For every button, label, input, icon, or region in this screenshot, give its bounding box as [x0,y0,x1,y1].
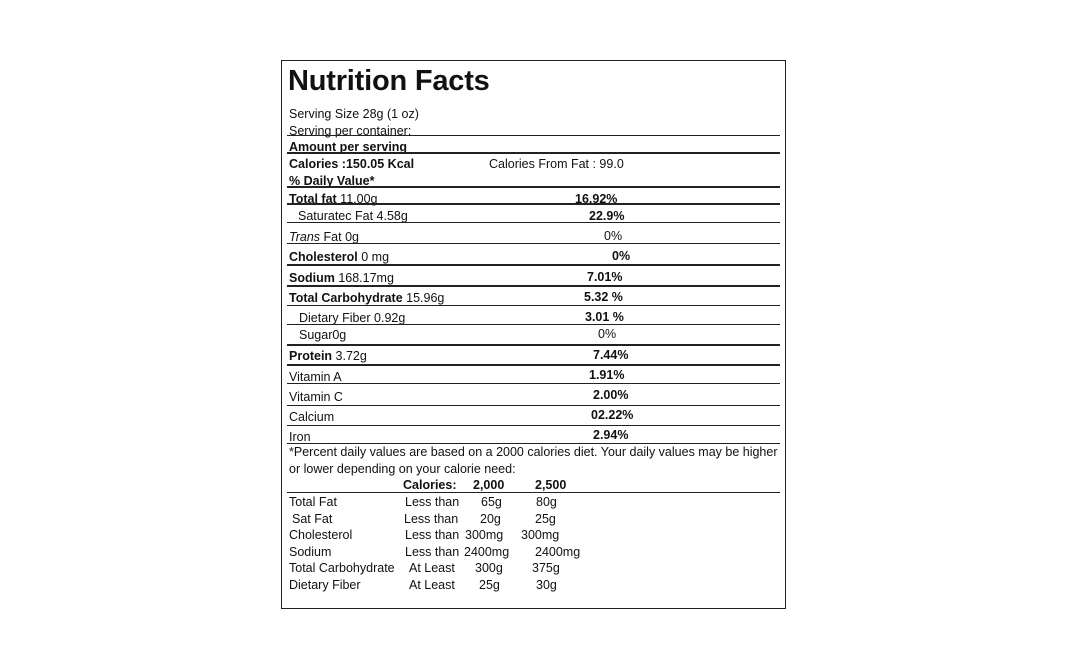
nutrient-row-vitamin-c: Vitamin C [289,390,343,404]
ref-row-v2: 300mg [521,528,560,542]
nutrient-row-total-carbohydrate [289,291,444,305]
calories-from-fat: Calories From Fat : 99.0 [489,157,624,171]
ref-row-name: Total Carbohydrate [289,561,395,575]
divider [287,186,780,188]
divider [287,305,780,306]
divider [287,135,780,136]
nutrient-amount: 15.96g [406,291,445,305]
ref-row-v1: 2400mg [464,545,510,559]
nutrient-name: Total fat [289,192,337,206]
divider [287,492,780,493]
nutrient-name: Dietary Fiber [299,311,371,325]
nutrient-dv: 16.92% [575,192,618,206]
ref-row-v1: 65g [481,495,502,509]
ref-row-name: Total Fat [289,495,337,509]
ref-row-v1: 20g [480,512,501,526]
nutrient-amount: 4.58g [376,209,408,223]
amount-per-serving: Amount per serving [289,140,408,154]
nutrient-dv: 0% [604,229,623,243]
ref-row-name: Cholesterol [289,528,353,542]
nutrient-row-dietary-fiber [299,311,405,325]
ref-row-cond: Less than [405,545,460,559]
nutrient-amount: 168.17mg [338,271,394,285]
nutrient-amount: 11.00g [340,192,378,206]
ref-row-name: Sat Fat [292,512,333,526]
divider [287,425,780,426]
nutrient-row-sodium [289,271,394,285]
nutrient-dv: 0% [612,249,631,263]
nutrient-amount: 0 mg [361,250,390,264]
calories: Calories :150.05 Kcal [289,157,415,171]
ref-row-cond: At Least [409,561,455,575]
ref-header-label: Calories: [403,478,457,492]
ref-row-v1: 300g [475,561,503,575]
nutrient-dv: 2.00% [593,388,629,402]
nutrient-name: Saturatec Fat [298,209,374,223]
label-title: Nutrition Facts [288,65,490,97]
nutrient-dv: 02.22% [591,408,634,422]
nutrition-facts-label [281,60,786,609]
nutrient-name: Total Carbohydrate [289,291,403,305]
ref-row-name: Sodium [289,545,332,559]
divider [287,264,780,266]
nutrient-dv: 22.9% [589,209,625,223]
daily-value-header: % Daily Value* [289,174,375,188]
divider [287,203,780,205]
divider [287,364,780,366]
ref-row-cond: Less than [405,528,460,542]
nutrient-row-trans-fat [289,230,359,244]
serving-per-container: Serving per container: [289,124,412,138]
ref-row-cond: Less than [405,495,460,509]
nutrient-dv: 1.91% [589,368,625,382]
nutrient-amount: 0g [345,230,359,244]
divider [287,243,780,244]
nutrient-amount: 0g [332,328,347,342]
footnote-line-1: *Percent daily values are based on a 2000 calories diet. Your daily values may be higher [289,445,778,459]
ref-row-cond: Less than [404,512,459,526]
divider [287,405,780,406]
divider [287,152,780,154]
divider [287,222,780,223]
ref-row-v2: 30g [536,578,557,592]
divider [287,383,780,384]
nutrient-dv: 7.01% [587,270,623,284]
nutrient-row-calcium: Calcium [289,410,335,424]
ref-row-v2: 375g [532,561,560,575]
nutrient-name: Cholesterol [289,250,358,264]
nutrient-name: Trans [289,230,321,244]
footnote-line-2: or lower depending on your calorie need: [289,462,516,476]
nutrient-amount: 0.92g [374,311,406,325]
nutrient-dv: 0% [598,327,617,341]
nutrient-row-iron: Iron [289,430,311,444]
ref-header-col1: 2,000 [473,478,505,492]
nutrient-name: Protein [289,349,333,363]
ref-row-v2: 25g [535,512,556,526]
ref-header-col2: 2,500 [535,478,567,492]
nutrient-row-vitamin-a: Vitamin A [289,370,342,384]
nutrient-row-sugar [299,328,346,342]
nutrient-dv: 3.01 % [585,310,624,324]
nutrient-dv: 5.32 % [584,290,623,304]
ref-row-v2: 80g [536,495,557,509]
serving-size: Serving Size 28g (1 oz) [289,107,419,121]
nutrient-dv: 7.44% [593,348,629,362]
ref-row-name: Dietary Fiber [289,578,361,592]
ref-row-cond: At Least [409,578,455,592]
ref-row-v2: 2400mg [535,545,581,559]
nutrient-dv: 2.94% [593,428,629,442]
divider [287,324,780,325]
nutrient-name-suffix: Fat [323,230,342,244]
ref-row-v1: 300mg [465,528,504,542]
divider [287,344,780,346]
ref-row-v1: 25g [479,578,500,592]
divider [287,285,780,287]
nutrient-name: Sugar [299,328,333,342]
nutrient-row-cholesterol [289,250,389,264]
nutrient-name: Sodium [289,271,335,285]
nutrient-amount: 3.72g [335,349,367,363]
nutrient-row-protein [289,349,367,363]
nutrient-row-saturated-fat [298,209,408,223]
